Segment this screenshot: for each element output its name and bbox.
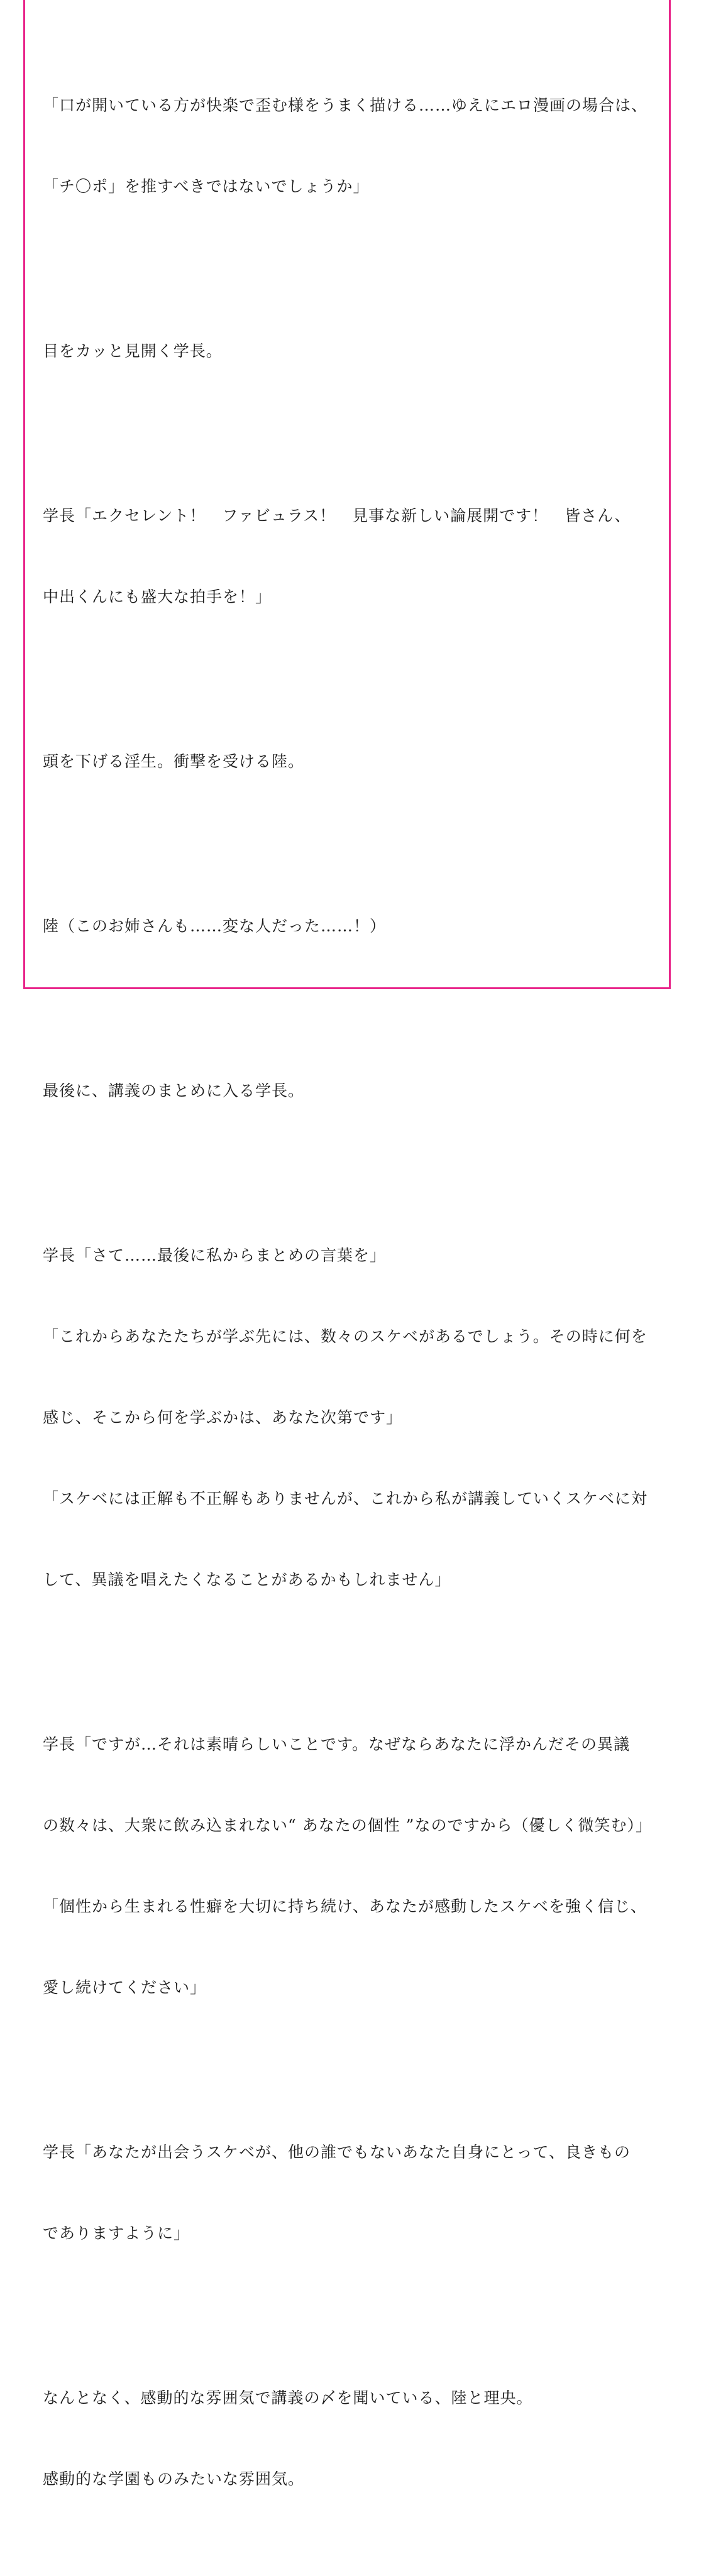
text-line: 学長「あなたが出会うスケベが、他の誰でもないあなた自身にとって、良きもの [43, 2143, 631, 2161]
text-line: でありますように」 [43, 2224, 190, 2242]
paragraph [43, 1188, 665, 1647]
text-line: 感じ、そこから何を学ぶかは、あなた次第です」 [43, 1408, 403, 1427]
text-line: 「スケベには正解も不正解もありませんが、これから私が講義していくスケベに対 [43, 1489, 648, 1508]
text-line: 中出くんにも盛大な拍手を！」 [43, 588, 272, 606]
paragraph [43, 694, 665, 829]
text-line: なんとなく、感動的な雰囲気で講義の〆を聞いている、陸と理央。 [43, 2389, 533, 2407]
text-line: 学長「ですが…それは素晴らしいことです。なぜならあなたに浮かんだその異議 [43, 1735, 631, 1753]
text-line: 「個性から生まれる性癖を大切に持ち続け、あなたが感動したスケベを強く信じ、 [43, 1897, 648, 1916]
text-line: 最後に、講義のまとめに入る学長。 [43, 1082, 305, 1100]
text-line: 学長「エクセレント！ ファビュラス！ 見事な新しい論展開です！ 皆さん、 [43, 507, 631, 525]
text-line: して、異議を唱えたくなることがあるかもしれません」 [43, 1570, 451, 1589]
text-line: の数々は、大衆に飲み込まれない“ あなたの個性 ”なのですから（優しく微笑む）」 [43, 1816, 652, 1834]
paragraph [43, 283, 665, 419]
paragraph [43, 1677, 665, 2055]
text-line: 陸（このお姉さんも……変な人だった……！） [43, 917, 387, 935]
text-line: 学長「さて……最後に私からまとめの言葉を」 [43, 1246, 387, 1264]
paragraph [43, 38, 665, 254]
text-line: 「口が開いている方が快楽で歪む様をうまく描ける……ゆえにエロ漫画の場合は、 [43, 96, 648, 114]
text-line: 「これからあなたたちが学ぶ先には、数々のスケベがあるでしょう。その時に何を [43, 1327, 648, 1346]
script-text [43, 38, 665, 2576]
text-line: 目をカッと見開く学長。 [43, 342, 223, 360]
paragraph [43, 858, 665, 994]
paragraph [43, 2330, 665, 2546]
paragraph [43, 448, 665, 664]
text-line: 「チ〇ポ」を推すべきではないでしょうか」 [43, 177, 370, 195]
paragraph [43, 2085, 665, 2301]
text-line: 愛し続けてください」 [43, 1978, 207, 1997]
text-line: 頭を下げる淫生。衝撃を受ける陸。 [43, 752, 305, 770]
paragraph [43, 1023, 665, 1158]
text-line: 感動的な学園ものみたいな雰囲気。 [43, 2470, 305, 2488]
